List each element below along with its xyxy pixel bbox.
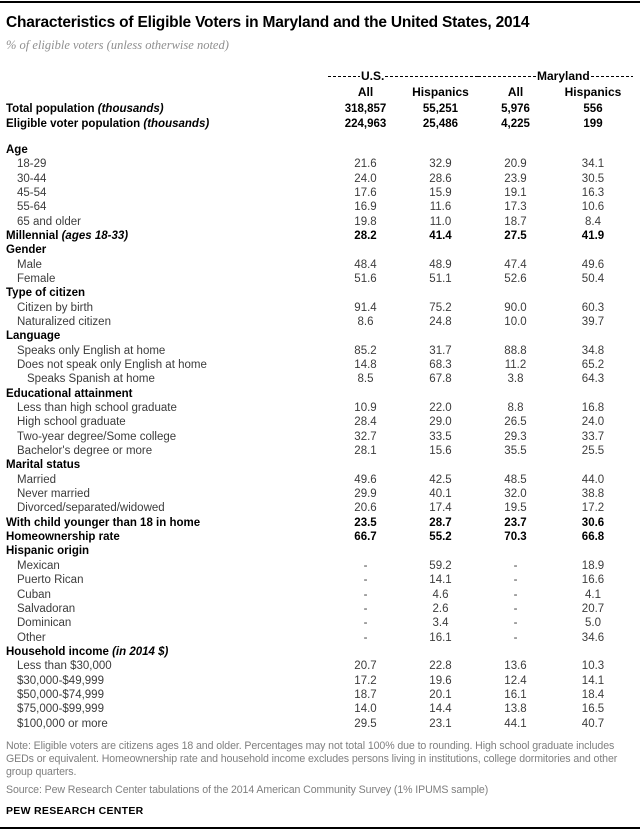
cell-value: 20.9 (504, 158, 527, 171)
cell-value: 5.0 (585, 617, 601, 630)
cell-value: 66.7 (354, 531, 377, 544)
row-label: Eligible voter population (thousands) (6, 117, 210, 130)
cell-value: 19.1 (504, 186, 527, 199)
cell-value: - (513, 559, 518, 572)
row-label: Type of citizen (6, 287, 86, 300)
cell-value: 44.1 (504, 717, 527, 730)
table-row (6, 573, 633, 587)
table-row (6, 673, 633, 687)
cell-value: 32.9 (429, 158, 452, 171)
cell-value: - (363, 617, 368, 630)
cell-value: 23.5 (354, 516, 377, 529)
row-label: $75,000-$99,999 (17, 703, 104, 716)
cell-value: 24.0 (581, 416, 605, 429)
page-title: Characteristics of Eligible Voters in Maryland and the United States, 2014 (6, 14, 530, 31)
table-row (6, 116, 633, 130)
cell-value: 14.1 (429, 574, 452, 587)
voters-characteristics-table (6, 69, 633, 731)
cell-value: 29.0 (429, 416, 452, 429)
table-row (6, 544, 633, 558)
cell-value: 24.8 (429, 315, 452, 328)
cell-value: 51.1 (429, 272, 452, 285)
table-row (6, 587, 633, 601)
cell-value: 14.4 (429, 703, 452, 716)
cell-value: - (363, 559, 368, 572)
row-label: Puerto Rican (17, 574, 84, 587)
table-row (6, 243, 633, 257)
cell-value: 47.4 (504, 258, 527, 271)
cell-value: 8.8 (507, 402, 524, 415)
row-label: Salvadoran (17, 602, 76, 615)
cell-value: 27.5 (504, 229, 527, 242)
table-row (6, 200, 633, 214)
cell-value: 11.2 (504, 359, 527, 372)
cell-value: 17.3 (504, 201, 527, 214)
table-row (6, 272, 633, 286)
table-row (6, 214, 633, 228)
cell-value: 21.6 (354, 158, 377, 171)
cell-value: 26.5 (504, 416, 527, 429)
cell-value: 8.4 (585, 215, 601, 228)
table-row (6, 487, 633, 501)
table-row (6, 171, 633, 185)
table-row (6, 530, 633, 544)
row-label: Speaks only English at home (17, 344, 166, 357)
cell-value: 4.1 (585, 588, 601, 601)
table-row (6, 257, 633, 271)
cell-value: 18.7 (504, 215, 527, 228)
cell-value: 3.4 (432, 617, 449, 630)
cell-value: 20.7 (354, 660, 377, 673)
cell-value: 49.6 (581, 258, 605, 271)
cell-value: 16.8 (581, 402, 605, 415)
column-group-label: Maryland (537, 68, 590, 83)
row-label: Mexican (17, 559, 60, 572)
cell-value: 41.4 (429, 229, 452, 242)
cell-value: 2.6 (432, 602, 449, 615)
table-row (6, 501, 633, 515)
row-label: Married (17, 473, 56, 486)
row-label: Gender (6, 244, 47, 257)
table-row (6, 157, 633, 171)
cell-value: 20.6 (354, 502, 377, 515)
cell-value: 33.7 (581, 430, 605, 443)
dash-rule (385, 76, 478, 78)
column-group-header-row (6, 69, 633, 82)
cell-value: 29.5 (354, 717, 377, 730)
row-label: $50,000-$74,999 (17, 688, 104, 701)
table-row (6, 387, 633, 401)
cell-value: 33.5 (429, 430, 452, 443)
pew-research-center-wordmark: PEW RESEARCH CENTER (6, 804, 144, 817)
cell-value: 19.5 (504, 502, 527, 515)
column-group-us (328, 69, 478, 83)
row-label: 30-44 (17, 172, 47, 185)
cell-value: 10.6 (581, 201, 605, 214)
table-row (6, 229, 633, 243)
row-label: Naturalized citizen (17, 315, 111, 328)
cell-value: 10.3 (581, 660, 605, 673)
cell-value: 30.6 (581, 516, 605, 529)
row-label: $100,000 or more (17, 717, 108, 730)
table-row (6, 602, 633, 616)
row-label: Language (6, 330, 61, 343)
cell-value: 39.7 (581, 315, 605, 328)
row-label: Two-year degree/Some college (17, 430, 177, 443)
cell-value: 19.6 (429, 674, 452, 687)
cell-value: 65.2 (581, 359, 605, 372)
cell-value: 12.4 (504, 674, 527, 687)
table-row (6, 458, 633, 472)
row-label: High school graduate (17, 416, 126, 429)
row-label: Hispanic origin (6, 545, 90, 558)
cell-value: 88.8 (504, 344, 527, 357)
cell-value: 28.7 (429, 516, 452, 529)
table-row (6, 645, 633, 659)
cell-value: 3.8 (507, 373, 524, 386)
cell-value: 24.0 (354, 172, 377, 185)
source-line: Source: Pew Research Center tabulations of the 2014 American Community Survey (1% IPUMS sample) (6, 784, 489, 797)
cell-value: 14.8 (354, 359, 377, 372)
table-row (6, 344, 633, 358)
cell-value: - (363, 574, 368, 587)
table-row (6, 559, 633, 573)
cell-value: 19.8 (354, 215, 377, 228)
table-row (6, 444, 633, 458)
cell-value: 51.6 (354, 272, 377, 285)
cell-value: 13.6 (504, 660, 527, 673)
row-label: Age (6, 143, 28, 156)
table-row (6, 372, 633, 386)
column-group-label: U.S. (361, 68, 385, 83)
cell-value: 70.3 (504, 531, 527, 544)
cell-value: 90.0 (504, 301, 527, 314)
row-label: Household income (in 2014 $) (6, 645, 169, 658)
table-row (6, 516, 633, 530)
cell-value: 16.5 (581, 703, 605, 716)
cell-value: 15.9 (429, 186, 452, 199)
row-label: 45-54 (17, 186, 47, 199)
cell-value: 34.1 (581, 158, 605, 171)
row-label: 55-64 (17, 201, 47, 214)
row-label: Speaks Spanish at home (27, 373, 155, 386)
table-row (6, 300, 633, 314)
column-header-us-hispanics: Hispanics (412, 84, 469, 99)
cell-value: - (363, 588, 368, 601)
cell-value: 14.1 (581, 674, 605, 687)
column-header-us-all: All (357, 84, 374, 99)
cell-value: 42.5 (429, 473, 452, 486)
row-label: Divorced/separated/widowed (17, 502, 165, 515)
table-row (6, 415, 633, 429)
table-row (6, 659, 633, 673)
table-row (6, 186, 633, 200)
cell-value: 17.2 (581, 502, 605, 515)
cell-value: 20.1 (429, 688, 452, 701)
cell-value: 18.9 (581, 559, 605, 572)
bottom-divider (0, 827, 640, 829)
cell-value: 18.4 (581, 688, 605, 701)
cell-value: 25,486 (422, 117, 459, 130)
cell-value: - (363, 631, 368, 644)
row-label: Other (17, 631, 46, 644)
cell-value: 68.3 (429, 359, 452, 372)
cell-value: 66.8 (581, 531, 605, 544)
footnote: Note: Eligible voters are citizens ages 18 and older. Percentages may not total 100% due to rounding. High school graduate includes GEDs or equivalent. Homeownership rate and household income excludes persons living in institutions, college dormitories and other group quarters. (6, 739, 618, 779)
cell-value: 59.2 (429, 559, 452, 572)
cell-value: 38.8 (581, 488, 605, 501)
column-header-md-all: All (507, 84, 524, 99)
cell-value: 20.7 (581, 602, 605, 615)
cell-value: 23.7 (504, 516, 527, 529)
row-label: Less than $30,000 (17, 660, 112, 673)
cell-value: 22.8 (429, 660, 452, 673)
column-group-maryland (478, 69, 633, 83)
cell-value: 48.4 (354, 258, 377, 271)
cell-value: 91.4 (354, 301, 377, 314)
cell-value: 49.6 (354, 473, 377, 486)
cell-value: 8.6 (357, 315, 374, 328)
cell-value: - (513, 588, 518, 601)
row-label: Less than high school graduate (17, 402, 177, 415)
cell-value: 28.2 (354, 229, 377, 242)
column-header-row (6, 85, 633, 98)
row-label: 65 and older (17, 215, 81, 228)
table-row (6, 716, 633, 730)
cell-value: 55,251 (422, 103, 459, 116)
cell-value: 17.4 (429, 502, 452, 515)
cell-value: 17.6 (354, 186, 377, 199)
cell-value: 16.6 (581, 574, 605, 587)
cell-value: 224,963 (344, 117, 387, 130)
cell-value: 10.0 (504, 315, 527, 328)
table-row (6, 616, 633, 630)
table-row (6, 430, 633, 444)
cell-value: 31.7 (429, 344, 452, 357)
cell-value: 11.0 (429, 215, 452, 228)
cell-value: 34.8 (581, 344, 605, 357)
row-label: Total population (thousands) (6, 103, 164, 116)
cell-value: 29.9 (354, 488, 377, 501)
cell-value: 41.9 (581, 229, 605, 242)
table-row (6, 143, 633, 157)
cell-value: 199 (583, 117, 603, 130)
row-label: Marital status (6, 459, 81, 472)
cell-value: 28.1 (354, 445, 377, 458)
cell-value: 50.4 (581, 272, 605, 285)
cell-value: 13.8 (504, 703, 527, 716)
cell-value: 16.1 (429, 631, 452, 644)
cell-value: 67.8 (429, 373, 452, 386)
page-subtitle: % of eligible voters (unless otherwise noted) (6, 38, 229, 52)
cell-value: 14.0 (354, 703, 377, 716)
dash-rule (478, 76, 536, 78)
row-label: Millennial (ages 18-33) (6, 229, 129, 242)
row-label: Female (17, 272, 56, 285)
cell-value: 25.5 (581, 445, 605, 458)
cell-value: 75.2 (429, 301, 452, 314)
cell-value: 32.7 (354, 430, 377, 443)
cell-value: 5,976 (501, 103, 530, 116)
cell-value: 11.6 (429, 201, 452, 214)
row-label: 18-29 (17, 158, 47, 171)
cell-value: 556 (583, 103, 603, 116)
cell-value: 17.2 (354, 674, 377, 687)
cell-value: - (513, 631, 518, 644)
cell-value: 40.7 (581, 717, 605, 730)
cell-value: 48.5 (504, 473, 527, 486)
table-body (6, 102, 633, 731)
table-row (6, 688, 633, 702)
top-divider (0, 1, 640, 3)
cell-value: 32.0 (504, 488, 527, 501)
cell-value: 29.3 (504, 430, 527, 443)
cell-value: 55.2 (429, 531, 452, 544)
cell-value: - (513, 574, 518, 587)
table-row (6, 286, 633, 300)
row-label: Never married (17, 488, 90, 501)
cell-value: 30.5 (581, 172, 605, 185)
cell-value: 10.9 (354, 402, 377, 415)
cell-value: 23.1 (429, 717, 452, 730)
cell-value: 23.9 (504, 172, 527, 185)
cell-value: 22.0 (429, 402, 452, 415)
row-label: Citizen by birth (17, 301, 94, 314)
table-row (6, 702, 633, 716)
cell-value: 4,225 (501, 117, 530, 130)
table-row (6, 315, 633, 329)
row-label: Educational attainment (6, 387, 133, 400)
table-row (6, 358, 633, 372)
dash-rule (591, 76, 633, 78)
row-label: Bachelor's degree or more (17, 445, 153, 458)
cell-value: 60.3 (581, 301, 605, 314)
table-row (6, 630, 633, 644)
table-row (6, 473, 633, 487)
cell-value: 318,857 (344, 103, 387, 116)
cell-value: 28.4 (354, 416, 377, 429)
cell-value: 34.6 (581, 631, 605, 644)
dash-rule (328, 76, 360, 78)
cell-value: 28.6 (429, 172, 452, 185)
row-label: $30,000-$49,999 (17, 674, 104, 687)
cell-value: 48.9 (429, 258, 452, 271)
row-label: Does not speak only English at home (17, 359, 207, 372)
cell-value: 16.3 (581, 186, 605, 199)
row-label: Male (17, 258, 42, 271)
table-row (6, 329, 633, 343)
cell-value: 4.6 (432, 588, 449, 601)
table-row (6, 102, 633, 116)
cell-value: 52.6 (504, 272, 527, 285)
row-label: With child younger than 18 in home (6, 516, 201, 529)
cell-value: 44.0 (581, 473, 605, 486)
cell-value: 85.2 (354, 344, 377, 357)
cell-value: 18.7 (354, 688, 377, 701)
cell-value: 15.6 (429, 445, 452, 458)
cell-value: - (513, 602, 518, 615)
row-label: Cuban (17, 588, 51, 601)
column-header-md-hispanics: Hispanics (564, 84, 622, 99)
row-label: Dominican (17, 617, 72, 630)
cell-value: 8.5 (357, 373, 374, 386)
table-row (6, 401, 633, 415)
row-label: Homeownership rate (6, 531, 120, 544)
cell-value: 64.3 (581, 373, 605, 386)
cell-value: 40.1 (429, 488, 452, 501)
cell-value: 16.1 (504, 688, 527, 701)
cell-value: 35.5 (504, 445, 527, 458)
cell-value: 16.9 (354, 201, 377, 214)
cell-value: - (513, 617, 518, 630)
cell-value: - (363, 602, 368, 615)
